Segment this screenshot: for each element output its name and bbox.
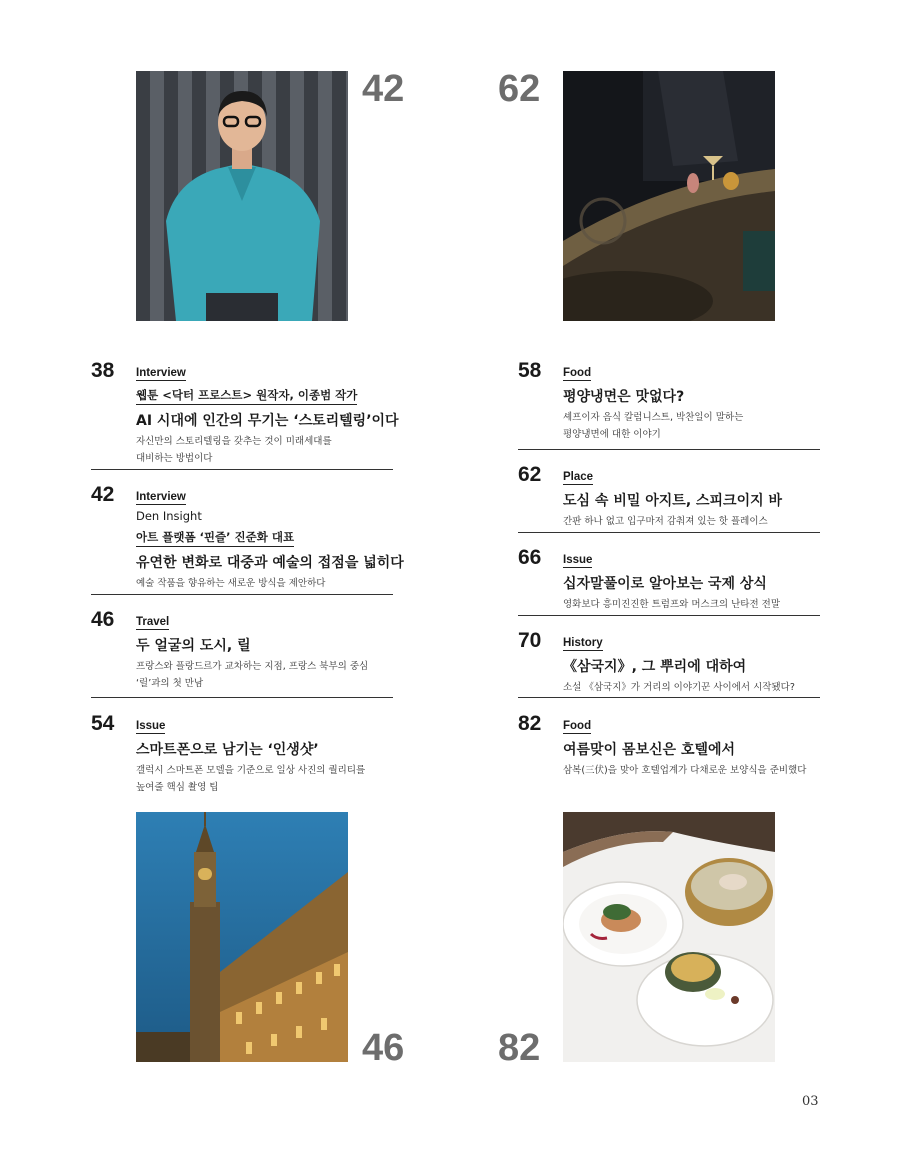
- toc-title: 도심 속 비밀 아지트, 스피크이지 바: [563, 493, 783, 509]
- toc-subtitle: 아트 플랫폼 ‘핀즐’ 진준화 대표: [136, 529, 294, 547]
- divider: [91, 697, 393, 698]
- toc-title: 십자말풀이로 알아보는 국제 상식: [563, 576, 767, 592]
- toc-title: 평양냉면은 맛없다?: [563, 389, 685, 405]
- toc-page-number: 42: [91, 483, 115, 506]
- photo-page-number: 82: [498, 1027, 541, 1069]
- toc-description: ‘릴’과의 첫 만남: [136, 678, 204, 689]
- toc-description: 높여줄 핵심 촬영 팁: [136, 782, 219, 793]
- toc-entry[interactable]: [91, 608, 393, 688]
- toc-category: Issue: [563, 554, 593, 566]
- toc-entry[interactable]: [518, 712, 820, 776]
- photo-interview-portrait: [136, 71, 348, 321]
- toc-page-number: 66: [518, 546, 542, 569]
- toc-category: History: [563, 637, 603, 649]
- divider: [518, 449, 820, 450]
- toc-entry[interactable]: [518, 546, 820, 610]
- divider: [518, 697, 820, 698]
- toc-category: Interview: [136, 491, 186, 503]
- toc-description: 소설 《삼국지》가 거리의 이야기꾼 사이에서 시작됐다?: [563, 682, 795, 693]
- toc-page-number: 58: [518, 359, 542, 382]
- toc-description: 간판 하나 없고 입구마저 감춰져 있는 핫 플레이스: [563, 516, 768, 527]
- toc-description: 셰프이자 음식 칼럼니스트, 박찬일이 말하는: [563, 412, 744, 423]
- photo-hotel-dishes: [563, 812, 775, 1062]
- toc-entry[interactable]: [91, 483, 404, 589]
- toc-description: 대비하는 방법이다: [136, 453, 213, 464]
- divider: [91, 469, 393, 470]
- photo-page-number: 46: [362, 1027, 405, 1069]
- toc-category: Issue: [136, 720, 166, 732]
- toc-title: 여름맞이 몸보신은 호텔에서: [563, 742, 736, 758]
- toc-title: 스마트폰으로 남기는 ‘인생샷’: [136, 742, 319, 758]
- photo-page-number: 62: [498, 68, 541, 110]
- toc-description: 갤럭시 스마트폰 모델을 기준으로 일상 사진의 퀄리티를: [136, 765, 366, 776]
- toc-entry[interactable]: [518, 463, 820, 527]
- toc-entry[interactable]: [91, 359, 399, 464]
- toc-description: 예술 작품을 향유하는 새로운 방식을 제안하다: [136, 578, 326, 589]
- photo-lille-belfry: [136, 812, 348, 1062]
- toc-page-number: 54: [91, 712, 115, 735]
- toc-description: 프랑스와 플랑드르가 교차하는 지점, 프랑스 북부의 중심: [136, 661, 369, 672]
- toc-title: AI 시대에 인간의 무기는 ‘스토리텔링’이다: [136, 413, 399, 429]
- toc-page-number: 82: [518, 712, 542, 735]
- divider: [91, 594, 393, 595]
- toc-entry[interactable]: [518, 359, 820, 439]
- toc-subtitle: 웹툰 <닥터 프로스트> 원작자, 이종범 작가: [136, 387, 357, 405]
- toc-entry[interactable]: [518, 629, 820, 693]
- toc-title: 두 얼굴의 도시, 릴: [136, 638, 251, 654]
- toc-description: 삼복(三伏)을 맞아 호텔업계가 다채로운 보양식을 준비했다: [563, 765, 807, 776]
- toc-description: 자신만의 스토리텔링을 갖추는 것이 미래세대를: [136, 436, 332, 447]
- toc-category: Interview: [136, 367, 186, 379]
- photo-page-number: 42: [362, 68, 405, 110]
- toc-page-number: 38: [91, 359, 115, 382]
- toc-title: 《삼국지》, 그 뿌리에 대하여: [563, 659, 747, 675]
- toc-category: Travel: [136, 616, 170, 628]
- toc-category: Food: [563, 720, 592, 732]
- page-number: 03: [802, 1094, 819, 1109]
- toc-description: 평양냉면에 대한 이야기: [563, 429, 661, 440]
- toc-section: Den Insight: [136, 509, 202, 523]
- toc-category: Food: [563, 367, 592, 379]
- toc-description: 영화보다 흥미진진한 트럼프와 머스크의 난타전 전말: [563, 599, 780, 610]
- toc-page-number: 46: [91, 608, 115, 631]
- divider: [518, 615, 820, 616]
- photo-speakeasy-bar: [563, 71, 775, 321]
- toc-entry[interactable]: [91, 712, 393, 792]
- toc-title: 유연한 변화로 대중과 예술의 접점을 넓히다: [136, 555, 404, 571]
- divider: [518, 532, 820, 533]
- toc-page-number: 62: [518, 463, 542, 486]
- toc-category: Place: [563, 471, 594, 483]
- toc-page-number: 70: [518, 629, 542, 652]
